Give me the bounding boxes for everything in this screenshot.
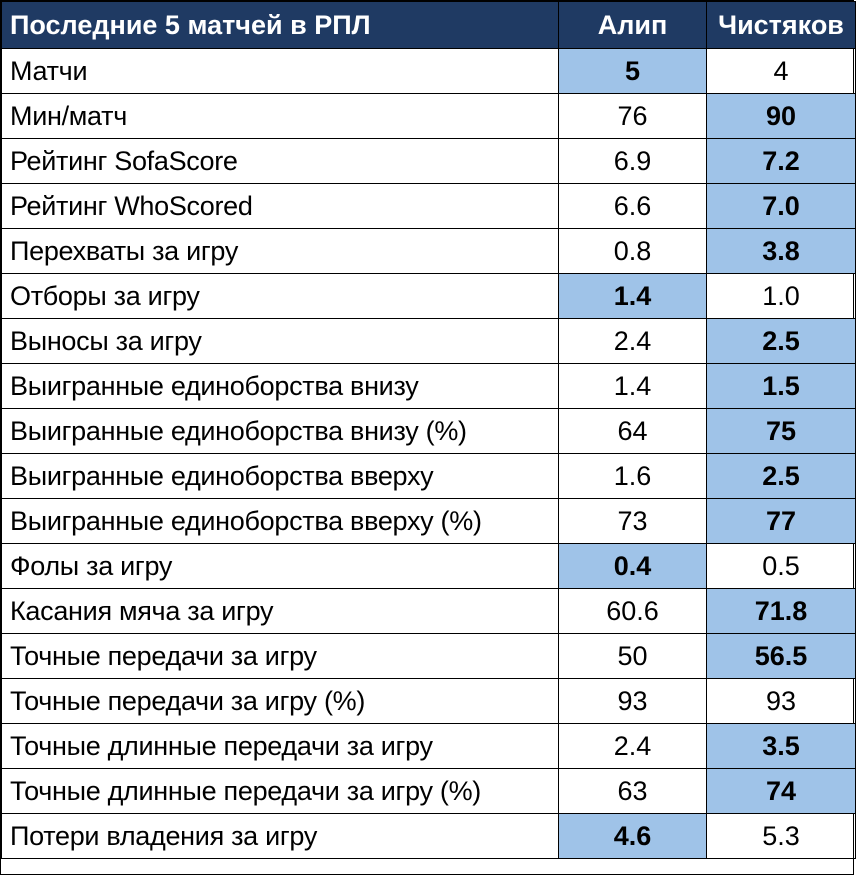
player-b-value: 1.0: [707, 274, 856, 319]
player-b-value: 74: [707, 769, 856, 814]
table-row: [2, 499, 856, 544]
table-row: [2, 544, 856, 589]
stat-label: Мин/матч: [2, 94, 559, 139]
stat-label: Касания мяча за игру: [2, 589, 559, 634]
table-title: Последние 5 матчей в РПЛ: [2, 2, 559, 49]
table-row: [2, 229, 856, 274]
stats-comparison-table: [1, 1, 856, 859]
player-b-value: 3.5: [707, 724, 856, 769]
stat-label: Точные передачи за игру: [2, 634, 559, 679]
table-row: [2, 724, 856, 769]
stat-label: Выигранные единоборства вверху (%): [2, 499, 559, 544]
table-row: [2, 274, 856, 319]
player-a-value: 0.8: [559, 229, 707, 274]
player-b-value: 93: [707, 679, 856, 724]
table-row: [2, 184, 856, 229]
player-a-value: 76: [559, 94, 707, 139]
table-row: [2, 454, 856, 499]
player-b-header: Чистяков: [707, 2, 856, 49]
table-body: [2, 49, 856, 859]
player-a-value: 5: [559, 49, 707, 94]
player-a-value: 2.4: [559, 319, 707, 364]
table-row: [2, 49, 856, 94]
player-b-value: 4: [707, 49, 856, 94]
player-a-value: 6.6: [559, 184, 707, 229]
stat-label: Отборы за игру: [2, 274, 559, 319]
player-a-value: 63: [559, 769, 707, 814]
player-a-value: 2.4: [559, 724, 707, 769]
header-row: [2, 2, 856, 49]
stat-label: Рейтинг SofaScore: [2, 139, 559, 184]
player-b-value: 2.5: [707, 319, 856, 364]
player-b-value: 0.5: [707, 544, 856, 589]
stat-label: Точные длинные передачи за игру: [2, 724, 559, 769]
player-a-value: 4.6: [559, 814, 707, 859]
table-row: [2, 409, 856, 454]
stat-label: Выигранные единоборства вверху: [2, 454, 559, 499]
player-b-value: 7.0: [707, 184, 856, 229]
player-a-value: 6.9: [559, 139, 707, 184]
stat-label: Выносы за игру: [2, 319, 559, 364]
stat-label: Перехваты за игру: [2, 229, 559, 274]
table-row: [2, 139, 856, 184]
stat-label: Выигранные единоборства внизу (%): [2, 409, 559, 454]
player-b-value: 77: [707, 499, 856, 544]
player-b-value: 75: [707, 409, 856, 454]
table-row: [2, 634, 856, 679]
stat-label: Точные длинные передачи за игру (%): [2, 769, 559, 814]
player-a-header: Алип: [559, 2, 707, 49]
stat-label: Выигранные единоборства внизу: [2, 364, 559, 409]
player-b-value: 7.2: [707, 139, 856, 184]
table-row: [2, 814, 856, 859]
table-row: [2, 769, 856, 814]
player-b-value: 1.5: [707, 364, 856, 409]
player-b-value: 3.8: [707, 229, 856, 274]
player-a-value: 0.4: [559, 544, 707, 589]
player-b-value: 56.5: [707, 634, 856, 679]
stat-label: Фолы за игру: [2, 544, 559, 589]
table-row: [2, 319, 856, 364]
player-a-value: 60.6: [559, 589, 707, 634]
stat-label: Потери владения за игру: [2, 814, 559, 859]
table-row: [2, 364, 856, 409]
stat-label: Точные передачи за игру (%): [2, 679, 559, 724]
player-a-value: 1.4: [559, 274, 707, 319]
stat-label: Рейтинг WhoScored: [2, 184, 559, 229]
stat-label: Матчи: [2, 49, 559, 94]
player-a-value: 1.4: [559, 364, 707, 409]
table-row: [2, 589, 856, 634]
player-b-value: 90: [707, 94, 856, 139]
player-b-value: 5.3: [707, 814, 856, 859]
player-a-value: 50: [559, 634, 707, 679]
table-row: [2, 679, 856, 724]
player-a-value: 64: [559, 409, 707, 454]
player-a-value: 73: [559, 499, 707, 544]
player-b-value: 71.8: [707, 589, 856, 634]
player-a-value: 93: [559, 679, 707, 724]
player-a-value: 1.6: [559, 454, 707, 499]
table-row: [2, 94, 856, 139]
player-b-value: 2.5: [707, 454, 856, 499]
